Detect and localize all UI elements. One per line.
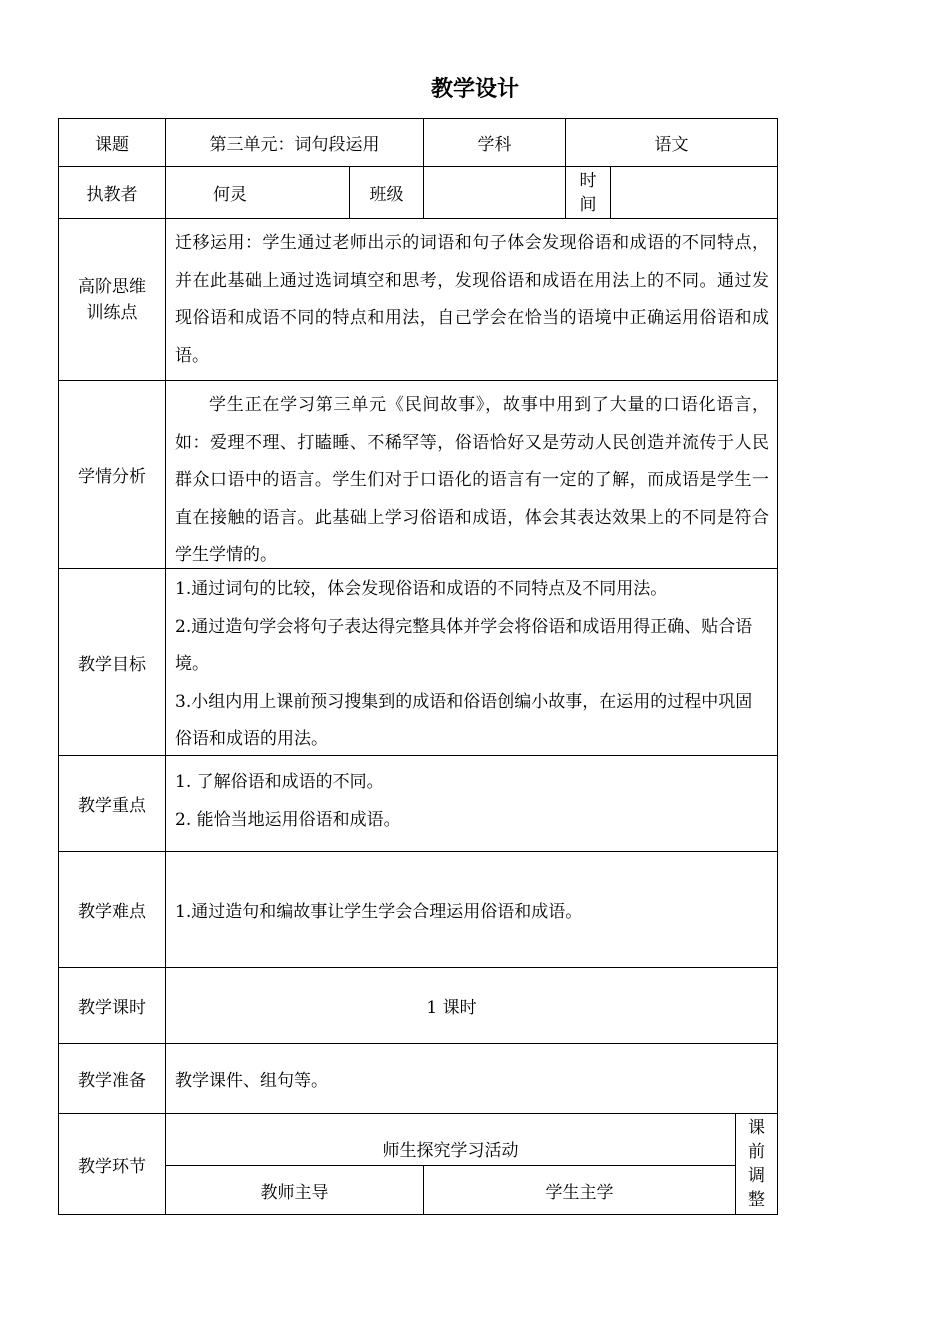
topic-value-cell bbox=[165, 118, 424, 167]
analysis-label: 学情分析 bbox=[78, 467, 146, 487]
thinking-label-cell bbox=[58, 218, 166, 381]
teacher-value-cell bbox=[165, 166, 350, 219]
topic-label-cell bbox=[58, 118, 166, 167]
time-value-cell bbox=[610, 166, 778, 219]
key-item: 2. 能恰当地运用俗语和成语。 bbox=[175, 809, 401, 830]
adjust-char: 调 bbox=[748, 1166, 765, 1186]
subject-label: 学科 bbox=[477, 135, 512, 155]
analysis-text-cell bbox=[165, 380, 778, 569]
time-label-1: 时 bbox=[579, 170, 597, 191]
key-text-cell bbox=[165, 755, 778, 852]
thinking-text: 迁移运用：学生通过老师出示的词语和句子体会发现俗语和成语的不同特点，并在此基础上通过选词填空和思考，发现俗语和成语在用法上的不同。通过发现俗语和成语不同的特点和用法，自己学会在恰当的语境中正确运用俗语和成语。 bbox=[175, 233, 769, 366]
student-led-cell bbox=[423, 1165, 736, 1215]
class-label-cell bbox=[349, 166, 424, 219]
prep-label-cell bbox=[58, 1043, 166, 1114]
teacher-led-cell bbox=[165, 1165, 424, 1215]
subject-label-cell bbox=[423, 118, 566, 167]
teacher-label: 执教者 bbox=[86, 185, 138, 205]
goals-label: 教学目标 bbox=[78, 654, 146, 675]
adjust-char: 前 bbox=[748, 1142, 765, 1162]
subject-value: 语文 bbox=[654, 135, 689, 155]
teacher-label-cell bbox=[58, 166, 166, 219]
class-value-cell bbox=[423, 166, 566, 219]
class-label: 班级 bbox=[369, 185, 404, 205]
topic-value: 第三单元：词句段运用 bbox=[209, 135, 380, 155]
thinking-label-1: 高阶思维 bbox=[78, 276, 146, 297]
process-label-cell bbox=[58, 1113, 166, 1215]
prep-value-cell bbox=[165, 1043, 778, 1114]
student-led: 学生主学 bbox=[545, 1182, 614, 1203]
subject-value-cell bbox=[565, 118, 778, 167]
difficult-label-cell bbox=[58, 851, 166, 968]
hours-label-cell bbox=[58, 967, 166, 1044]
hours-value-cell bbox=[165, 967, 778, 1044]
key-label-cell bbox=[58, 755, 166, 852]
prep-label: 教学准备 bbox=[78, 1071, 146, 1091]
hours-value: 1 课时 bbox=[426, 998, 477, 1018]
time-label-cell bbox=[565, 166, 611, 219]
teacher-led: 教师主导 bbox=[260, 1182, 329, 1203]
thinking-text-cell bbox=[165, 218, 778, 381]
teacher-value: 何灵 bbox=[213, 185, 247, 205]
difficult-text: 1.通过造句和编故事让学生学会合理运用俗语和成语。 bbox=[175, 902, 583, 922]
activity-header-cell bbox=[165, 1113, 736, 1166]
adjust-char: 课 bbox=[748, 1118, 765, 1138]
time-label-2: 间 bbox=[579, 194, 597, 215]
goal-item: 3.小组内用上课前预习搜集到的成语和俗语创编小故事，在运用的过程中巩固俗语和成语的用法。 bbox=[175, 691, 753, 749]
difficult-text-cell bbox=[165, 851, 778, 968]
goals-text-cell bbox=[165, 568, 778, 756]
thinking-label-2: 训练点 bbox=[86, 302, 138, 323]
prep-value: 教学课件、组句等。 bbox=[175, 1071, 328, 1091]
adjust-cell bbox=[735, 1113, 778, 1215]
difficult-label: 教学难点 bbox=[78, 902, 146, 922]
goals-label-cell bbox=[58, 568, 166, 756]
adjust-char: 整 bbox=[748, 1190, 765, 1210]
hours-label: 教学课时 bbox=[78, 998, 146, 1018]
goal-item: 2.通过造句学会将句子表达得完整具体并学会将俗语和成语用得正确、贴合语境。 bbox=[175, 616, 753, 674]
topic-label: 课题 bbox=[95, 135, 129, 155]
activity-header: 师生探究学习活动 bbox=[382, 1141, 519, 1161]
process-label: 教学环节 bbox=[78, 1156, 146, 1177]
analysis-label-cell bbox=[58, 380, 166, 569]
analysis-text: 学生正在学习第三单元《民间故事》，故事中用到了大量的口语化语言，如：爱理不理、打瞌睡、不稀罕等，俗语恰好又是劳动人民创造并流传于人民群众口语中的语言。学生们对于口语化的语言有一定的了解，而成语是学生一直在接触的语言。此基础上学习俗语和成语，体会其表达效果上的不同是符合学生学情的。 bbox=[175, 395, 769, 565]
document-title: 教学设计 bbox=[430, 77, 519, 102]
goal-item: 1.通过词句的比较，体会发现俗语和成语的不同特点及不同用法。 bbox=[175, 579, 668, 599]
key-label: 教学重点 bbox=[78, 796, 146, 816]
key-item: 1. 了解俗语和成语的不同。 bbox=[175, 772, 384, 792]
